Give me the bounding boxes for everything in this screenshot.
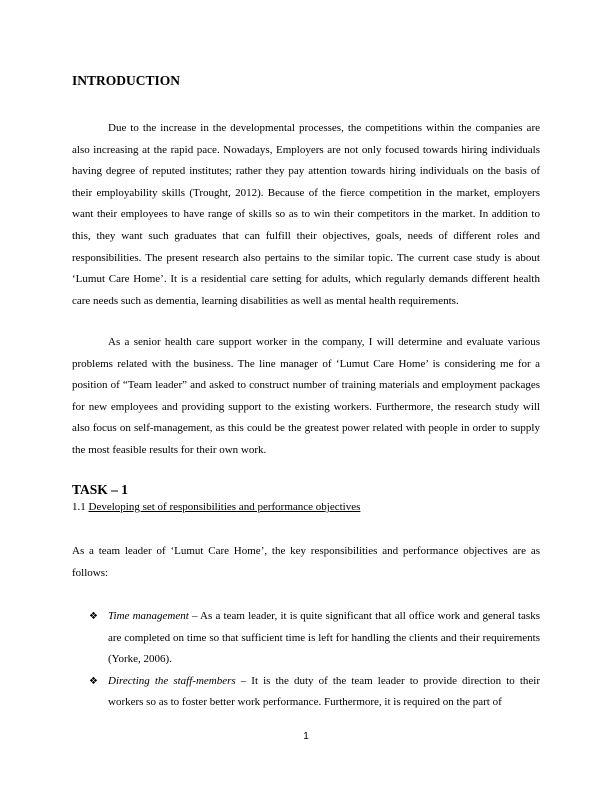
page-number: 1 (303, 731, 309, 742)
bullet-term: Directing the staff-members (108, 674, 236, 687)
bullet-term: Time management (108, 610, 189, 622)
list-item (72, 606, 540, 671)
introduction-heading: INTRODUCTION (72, 73, 181, 88)
introduction-paragraph-1: Due to the increase in the developmental processes, the competitions within the companies are also increasing at the rapid pace. Nowadays, Employers are not only focused towards hiring individuals having degree of reputed institutes; rather they pay attention towards hiring individuals on the basis of their employability skills (Trought, 2012). Because of the fierce competition in the market, employers want their employees to have range of skills so as to win their competitors in the market. In addition to this, they want such graduates that can fulfill their objectives, goals, needs of different roles and responsibilities. The present research also pertains to the similar topic. The current case study is about ‘Lumut Care Home’. It is a residential care setting for adults, which regularly demands different health care needs such as dementia, learning disabilities as well as mental health requirements. (72, 122, 540, 307)
subheading-title: Developing set of responsibilities and performance objectives (88, 501, 361, 513)
introduction-paragraph-2: As a senior health care support worker in the company, I will determine and evaluate various problems related with the business. The line manager of ‘Lumut Care Home’ is considering me for a position of “Team leader” and asked to construct number of training materials and employment packages for new employees and providing support to the existing workers. Furthermore, the research study will also focus on self-management, as this could be the greatest power related with people in order to supply the most feasible results for their own work. (72, 336, 540, 456)
task-intro-paragraph: As a team leader of ‘Lumut Care Home’, the key responsibilities and performance objectives are as follows: (72, 545, 540, 579)
bullet-text: – It is the duty of the team leader to provide direction to their workers so as to foster better work performance. Furthermore, it is required on the part of (108, 674, 540, 709)
bullet-text: – As a team leader, it is quite significant that all office work and general tasks are completed on time so that sufficient time is left for handling the clients and their requirements (Yorke, 2006). (108, 610, 540, 666)
task-subheading (72, 500, 360, 514)
list-item (72, 671, 540, 714)
diamond-bullet-icon: ❖ (89, 675, 98, 687)
responsibilities-list (72, 606, 540, 714)
subheading-number: 1.1 (72, 501, 86, 513)
task-heading: TASK – 1 (72, 482, 129, 497)
diamond-bullet-icon: ❖ (89, 611, 98, 622)
